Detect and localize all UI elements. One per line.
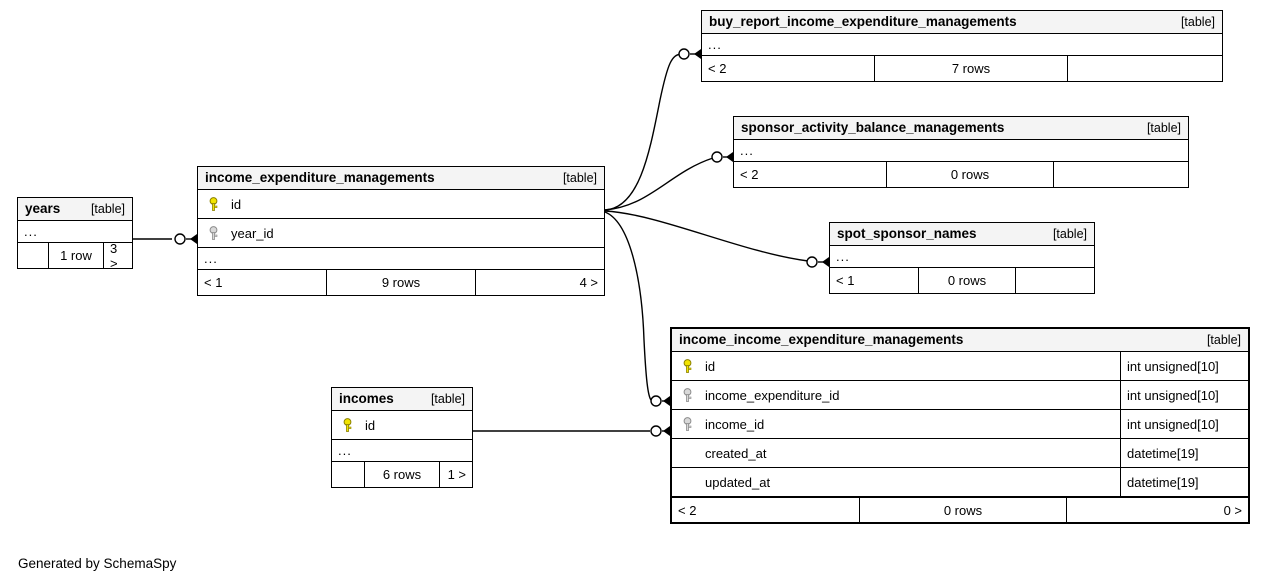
table-tag: [table] <box>1180 14 1215 29</box>
column-type: int unsigned[10] <box>1120 352 1248 380</box>
hidden-columns-ellipsis: ... <box>702 34 1222 56</box>
table-row <box>672 381 1248 410</box>
table-tag: [table] <box>90 201 125 216</box>
table-row <box>198 219 604 248</box>
table-sponsor-activity-balance-managements[interactable] <box>733 116 1189 188</box>
footer-parents: < 1 <box>204 275 223 290</box>
table-tag: [table] <box>1146 120 1181 135</box>
table-income-income-expenditure-managements[interactable] <box>670 327 1250 524</box>
primary-key-icon <box>679 359 695 374</box>
column-name: id <box>231 196 242 212</box>
footer-rowcount: 0 rows <box>918 268 1016 293</box>
foreign-key-icon <box>679 417 695 432</box>
column-name: created_at <box>705 445 767 461</box>
table-row <box>672 439 1248 468</box>
table-title: sponsor_activity_balance_managements <box>741 120 1005 135</box>
footer-children: 3 > <box>110 240 118 271</box>
table-title: income_expenditure_managements <box>205 170 435 185</box>
table-header-years <box>18 198 132 221</box>
footer-parents <box>18 243 48 268</box>
generated-by-note: Generated by SchemaSpy <box>18 556 177 571</box>
table-footer-incomes <box>332 462 472 487</box>
table-footer-income-income-expenditure-managements <box>672 497 1248 522</box>
footer-rowcount: 9 rows <box>326 270 476 295</box>
table-footer-spot-sponsor-names <box>830 268 1094 293</box>
column-name: updated_at <box>705 474 771 490</box>
footer-rowcount: 0 rows <box>886 162 1054 187</box>
hidden-columns-ellipsis: ... <box>830 246 1094 268</box>
table-header-buy-report-income-expenditure-managements <box>702 11 1222 34</box>
column-name: income_expenditure_id <box>705 387 840 403</box>
edge-endpoint-circle <box>175 234 185 244</box>
footer-children <box>1054 162 1188 187</box>
edge-iem-to-spot-sponsor <box>605 211 808 261</box>
table-title: income_income_expenditure_managements <box>679 332 964 347</box>
foreign-key-icon <box>205 226 221 241</box>
footer-children: 4 > <box>579 275 598 290</box>
column-type: datetime[19] <box>1120 468 1248 496</box>
table-tag: [table] <box>1052 226 1087 241</box>
hidden-columns-ellipsis: ... <box>332 440 472 462</box>
table-income-expenditure-managements[interactable] <box>197 166 605 296</box>
footer-parents: < 1 <box>836 273 855 288</box>
hidden-columns-ellipsis: ... <box>734 140 1188 162</box>
footer-rowcount: 7 rows <box>874 56 1068 81</box>
table-title: spot_sponsor_names <box>837 226 977 241</box>
primary-key-icon <box>339 418 355 433</box>
column-name: year_id <box>231 225 274 241</box>
hidden-columns-ellipsis: ... <box>18 221 132 243</box>
footer-parents: < 2 <box>678 502 697 518</box>
table-row <box>672 410 1248 439</box>
table-tag: [table] <box>430 391 465 406</box>
column-type: int unsigned[10] <box>1120 410 1248 438</box>
table-row <box>198 190 604 219</box>
footer-rowcount: 0 rows <box>859 498 1066 522</box>
footer-children: 1 > <box>447 467 466 482</box>
footer-parents <box>332 462 364 487</box>
table-footer-income-expenditure-managements <box>198 270 604 295</box>
table-title: years <box>25 201 61 216</box>
footer-children <box>1068 56 1222 81</box>
table-footer-years <box>18 240 132 271</box>
table-row <box>672 468 1248 497</box>
table-title: buy_report_income_expenditure_managements <box>709 14 1017 29</box>
hidden-columns-ellipsis: ... <box>198 248 604 270</box>
table-tag: [table] <box>562 170 597 185</box>
column-name: income_id <box>705 416 765 432</box>
table-years[interactable] <box>17 197 133 269</box>
column-name: id <box>365 417 376 433</box>
footer-parents: < 2 <box>740 167 759 182</box>
table-spot-sponsor-names[interactable] <box>829 222 1095 294</box>
primary-key-icon <box>205 197 221 212</box>
edge-iem-to-sponsor-activity <box>605 158 713 210</box>
footer-rowcount: 6 rows <box>364 462 440 487</box>
foreign-key-icon <box>679 388 695 403</box>
footer-parents: < 2 <box>708 61 727 76</box>
column-type: datetime[19] <box>1120 439 1248 467</box>
table-tag: [table] <box>1206 332 1241 347</box>
table-footer-buy-report-income-expenditure-managements <box>702 56 1222 81</box>
table-buy-report-income-expenditure-managements[interactable] <box>701 10 1223 82</box>
footer-rowcount: 1 row <box>48 243 104 268</box>
table-footer-sponsor-activity-balance-managements <box>734 162 1188 187</box>
table-header-income-expenditure-managements <box>198 167 604 190</box>
table-title: incomes <box>339 391 394 406</box>
table-header-income-income-expenditure-managements <box>672 329 1248 352</box>
table-incomes[interactable] <box>331 387 473 488</box>
table-header-sponsor-activity-balance-managements <box>734 117 1188 140</box>
footer-children <box>1016 268 1094 293</box>
edge-iem-to-buy-report <box>605 54 681 210</box>
table-row <box>672 352 1248 381</box>
table-header-spot-sponsor-names <box>830 223 1094 246</box>
table-row <box>332 411 472 440</box>
table-header-incomes <box>332 388 472 411</box>
edge-iem-to-iiem <box>605 212 651 400</box>
column-type: int unsigned[10] <box>1120 381 1248 409</box>
footer-children: 0 > <box>1223 502 1242 518</box>
column-name: id <box>705 358 716 374</box>
